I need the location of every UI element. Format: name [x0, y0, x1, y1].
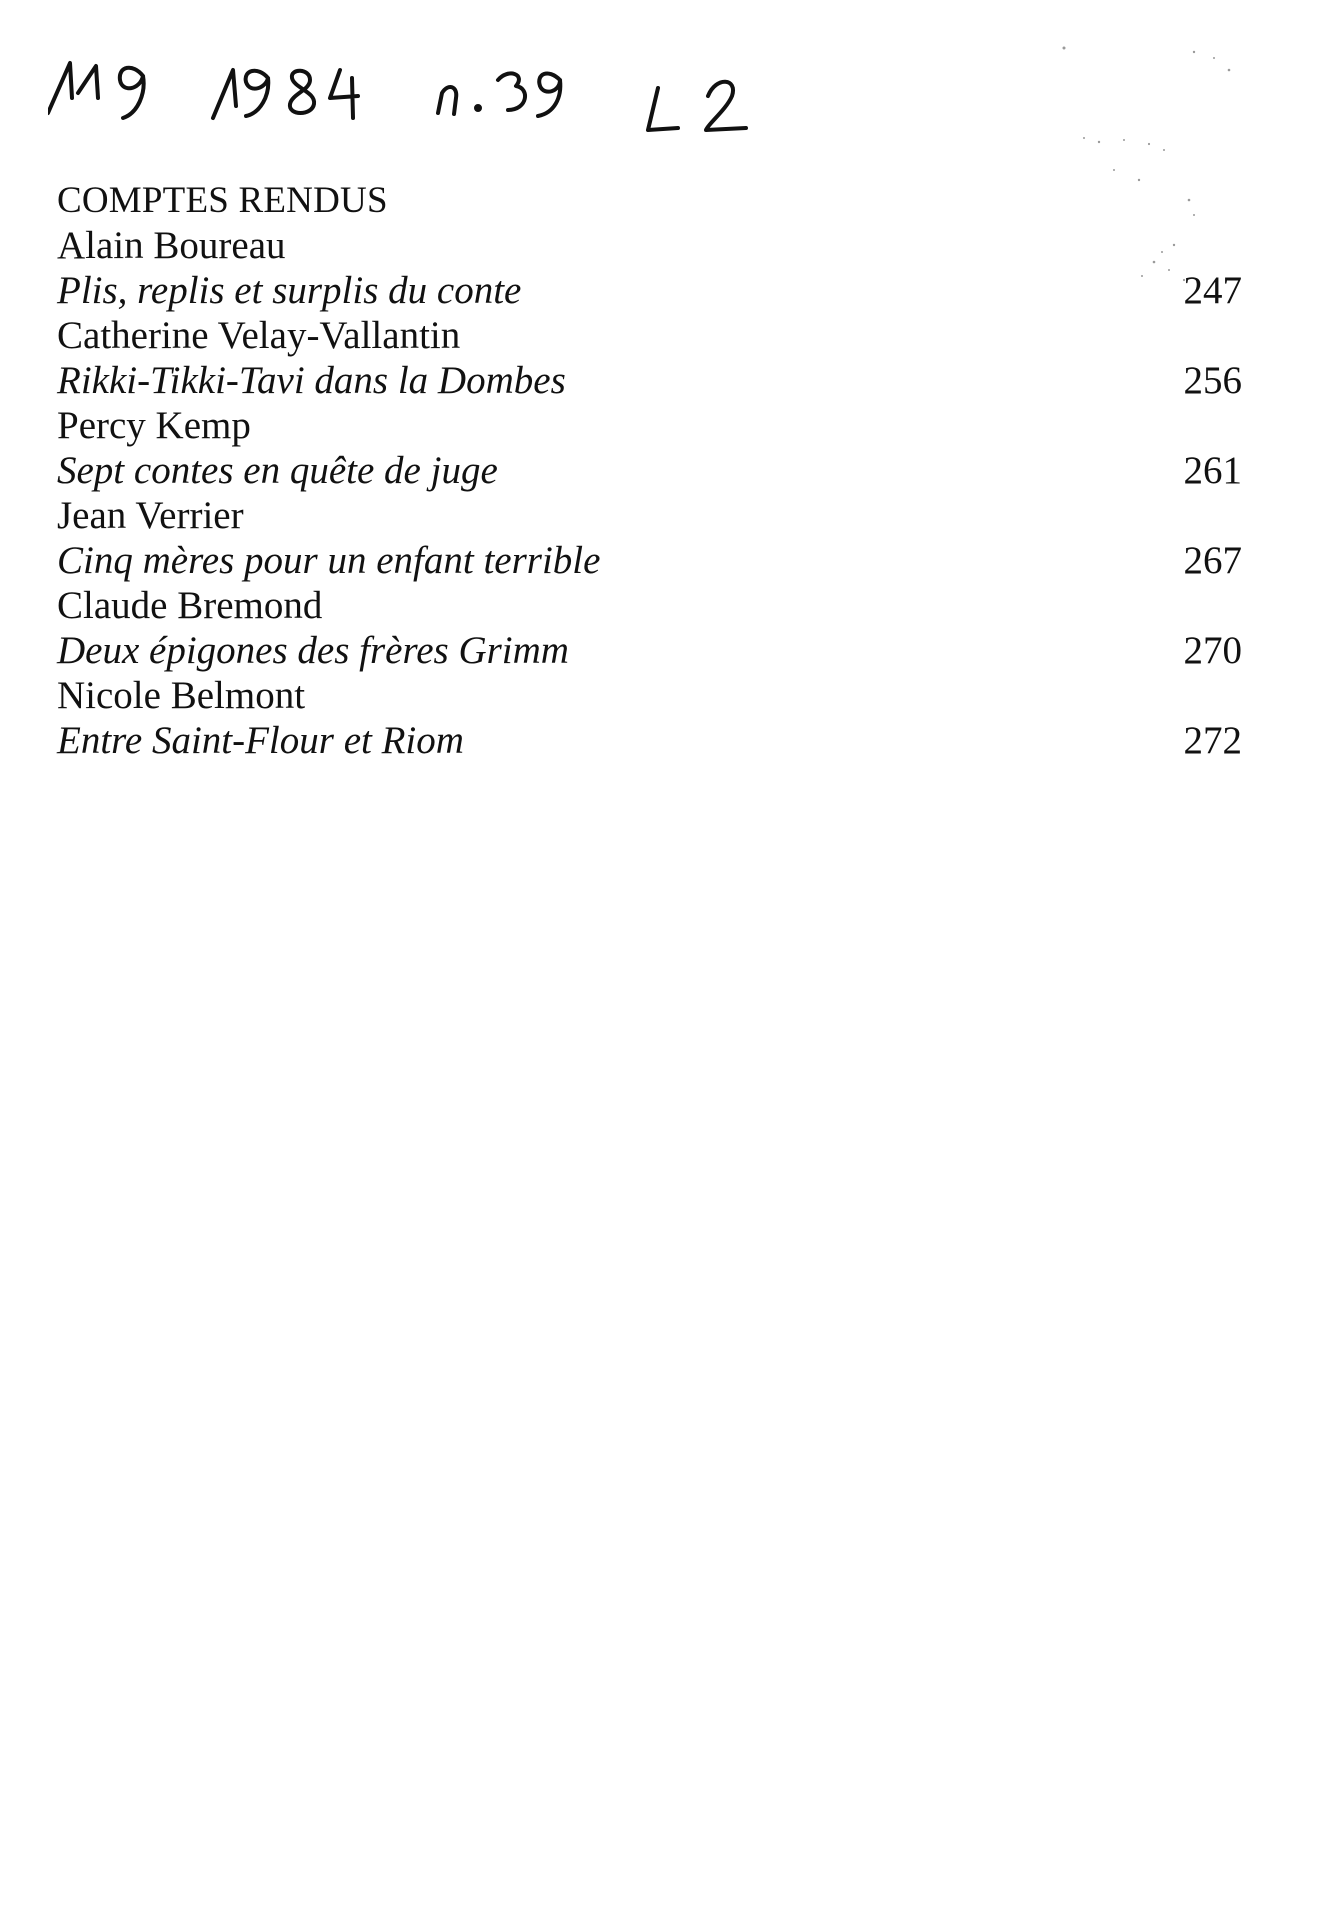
entry-page-number: 272	[1183, 719, 1242, 762]
entry-title-row	[57, 538, 1242, 583]
toc-entry	[57, 583, 1242, 673]
table-of-contents	[57, 178, 1242, 763]
entry-author: Catherine Velay-Vallantin	[57, 314, 461, 357]
toc-entry	[57, 313, 1242, 403]
entry-title-row	[57, 268, 1242, 313]
entry-author: Percy Kemp	[57, 404, 251, 447]
entry-title: Plis, replis et surplis du conte	[57, 269, 522, 312]
entry-page-number: 261	[1183, 449, 1242, 492]
handwritten-note	[48, 58, 948, 168]
entry-title-row	[57, 718, 1242, 763]
entry-author: Jean Verrier	[57, 494, 244, 537]
toc-entry	[57, 493, 1242, 583]
toc-entry	[57, 673, 1242, 763]
entry-title: Cinq mères pour un enfant terrible	[57, 539, 601, 582]
entry-title: Entre Saint-Flour et Riom	[57, 719, 464, 762]
entry-page-number: 270	[1183, 629, 1242, 672]
entry-page-number: 256	[1183, 359, 1242, 402]
entry-title-row	[57, 448, 1242, 493]
entry-title-row	[57, 358, 1242, 403]
entry-author: Alain Boureau	[57, 224, 286, 267]
toc-entry	[57, 403, 1242, 493]
entry-title: Rikki-Tikki-Tavi dans la Dombes	[57, 359, 566, 402]
toc-entry	[57, 223, 1242, 313]
entry-title-row	[57, 628, 1242, 673]
entry-page-number: 247	[1183, 269, 1242, 312]
section-heading: COMPTES RENDUS	[57, 180, 388, 221]
entry-author: Nicole Belmont	[57, 674, 306, 717]
entry-title: Deux épigones des frères Grimm	[57, 629, 569, 672]
entry-author: Claude Bremond	[57, 584, 323, 627]
entry-page-number: 267	[1183, 539, 1242, 582]
entry-title: Sept contes en quête de juge	[57, 449, 498, 492]
